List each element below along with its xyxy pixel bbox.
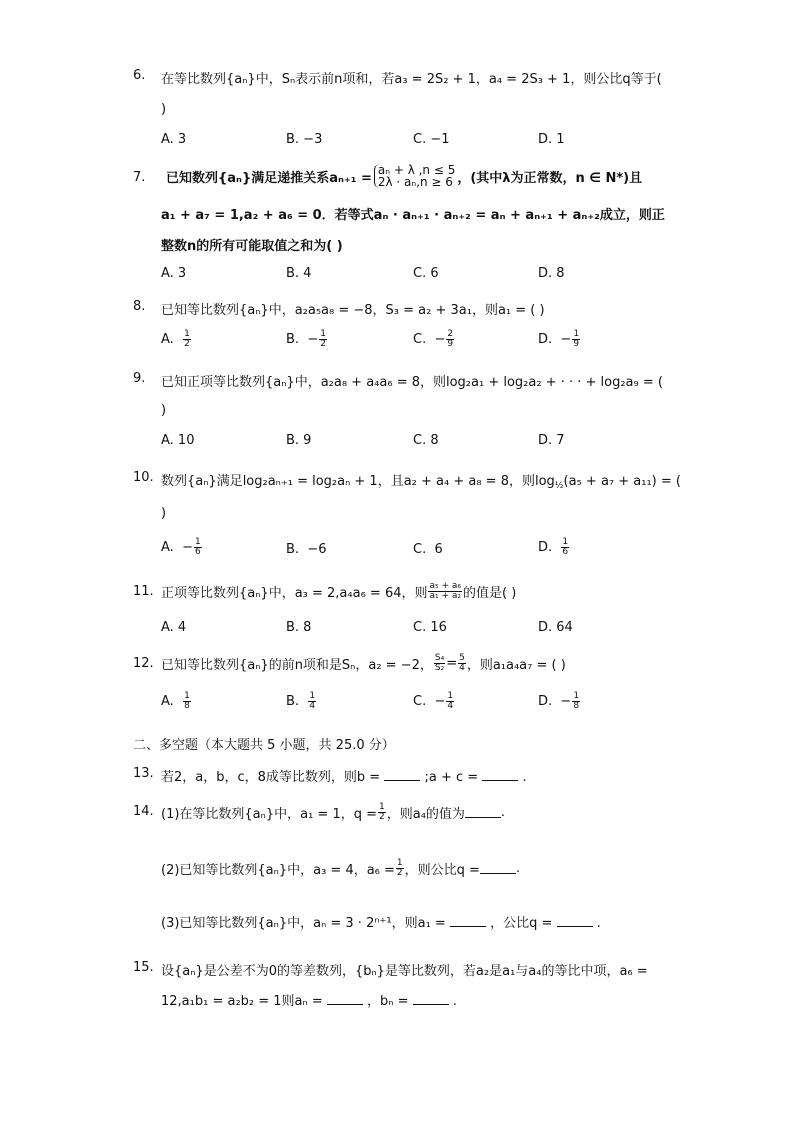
question-9-number: 9.	[133, 371, 146, 386]
question-7-case-2: 2λ · aₙ,n ≥ 6	[377, 175, 453, 189]
question-7-stem	[166, 160, 642, 192]
denominator: 8	[573, 701, 580, 711]
option-prefix: A.	[161, 540, 174, 555]
question-14-part-2	[161, 853, 520, 883]
question-7-option-b: B. 4	[286, 266, 312, 281]
answer-blank[interactable]	[450, 916, 486, 927]
question-14-part-2-fraction	[396, 859, 404, 878]
option-prefix: B.	[286, 542, 300, 557]
option-fraction	[572, 330, 580, 349]
question-13-number: 13.	[133, 766, 154, 781]
question-12-number: 12.	[133, 656, 154, 671]
question-7-stem-line2: a₁ + a₇ = 1,a₂ + a₆ = 0．若等式aₙ · aₙ₊₁ · aₙ₊₂ = aₙ + aₙ₊₁ + aₙ₊₂成立，则正	[161, 208, 665, 223]
numerator: 1	[379, 801, 385, 812]
question-14-part-2-post: ，则公比q =	[404, 862, 480, 878]
question-15-stem-end: .	[452, 994, 457, 1009]
question-9-option-b: B. 9	[286, 433, 312, 448]
question-9-stem: 已知正项等比数列{aₙ}中，a₂a₈ + a₄a₆ = 8，则log₂a₁ + log₂a₂ + · · · + log₂a₉ = (	[161, 375, 663, 390]
answer-blank[interactable]	[465, 807, 501, 818]
question-6-option-b: B. −3	[286, 132, 323, 147]
question-13-stem-pre: 若2，a，b，c，8成等比数列，则b =	[161, 770, 381, 785]
option-fraction	[194, 538, 202, 557]
question-12-fraction-2	[458, 654, 466, 673]
numerator: 1	[184, 329, 190, 339]
numerator: 1	[573, 691, 580, 701]
question-7-option-a: A. 3	[161, 266, 187, 281]
question-11-option-b: B. 8	[286, 620, 312, 635]
numerator: 5	[459, 652, 465, 663]
question-15-stem: 设{aₙ}是公差不为0的等差数列，{bₙ}是等比数列，若a₂是a₁与a₄的等比中项，a₆ =	[161, 964, 648, 979]
numerator: 1	[320, 329, 326, 339]
question-10-option-b	[286, 542, 327, 557]
denominator: 6	[194, 547, 201, 557]
numerator: 1	[573, 329, 580, 339]
question-7-stem-pre: 已知数列{aₙ}满足递推关系aₙ₊₁ =	[166, 170, 372, 186]
question-12-equals: =	[446, 655, 458, 671]
question-8-number: 8.	[133, 299, 146, 314]
question-10-stem-end: )	[161, 506, 167, 521]
section-heading: 二、多空题（本大题共 5 小题，共 25.0 分）	[133, 738, 395, 753]
question-7-case-1: aₙ + λ ,n ≤ 5	[377, 163, 456, 177]
question-7-piecewise	[374, 164, 455, 188]
question-8-option-a	[161, 330, 192, 349]
option-fraction	[308, 692, 316, 711]
question-14-part-2-pre: (2)已知等比数列{aₙ}中，a₃ = 4，a₆ =	[161, 862, 395, 878]
option-fraction	[572, 692, 580, 711]
denominator: 4	[459, 662, 465, 673]
question-10-option-c	[413, 542, 443, 557]
answer-blank[interactable]	[480, 863, 516, 874]
question-6-stem-end: )	[161, 102, 167, 117]
question-14-part-1-post: ，则a₄的值为	[386, 806, 465, 822]
question-6-number: 6.	[133, 68, 146, 83]
log-base: ½	[554, 481, 564, 491]
question-14-part-3	[161, 912, 601, 931]
option-sign: −	[434, 694, 446, 709]
question-10-option-d	[538, 538, 570, 557]
question-6-option-c: C. −1	[413, 132, 450, 147]
question-7-stem-line3: 整数n的所有可能取值之和为( )	[161, 239, 343, 254]
option-prefix: A.	[161, 694, 174, 709]
question-14-part-1-fraction	[378, 803, 386, 822]
answer-blank[interactable]	[413, 994, 449, 1005]
question-9-option-c: C. 8	[413, 433, 439, 448]
denominator: 2	[320, 339, 326, 349]
option-prefix: C.	[413, 542, 427, 557]
question-11-number: 11.	[133, 584, 154, 599]
question-14-part-3-pre: (3)已知等比数列{aₙ}中，aₙ = 3 · 2ⁿ⁺¹，则a₁ =	[161, 916, 446, 931]
question-11-stem-post: 的值是( )	[463, 585, 517, 601]
question-10-option-a	[161, 538, 203, 557]
numerator: 1	[184, 691, 190, 701]
question-14-part-1-end: .	[500, 804, 506, 820]
question-11-option-d: D. 64	[538, 620, 573, 635]
answer-blank[interactable]	[384, 770, 420, 781]
option-prefix: A.	[161, 332, 174, 347]
question-15-stem-pre: 12,a₁b₁ = a₂b₂ = 1则aₙ =	[161, 994, 323, 1009]
question-12-stem-post: ，则a₁a₄a₇ = ( )	[466, 657, 566, 673]
question-14-part-1	[161, 797, 505, 827]
question-7-option-d: D. 8	[538, 266, 565, 281]
question-9-option-d: D. 7	[538, 433, 565, 448]
option-value: −6	[307, 542, 327, 557]
answer-blank[interactable]	[557, 916, 593, 927]
question-15-number: 15.	[133, 960, 154, 975]
denominator: 2	[379, 811, 385, 822]
denominator: S₂	[434, 662, 445, 673]
question-14-part-3-end: .	[596, 916, 601, 931]
question-14-part-2-end: .	[515, 860, 521, 876]
denominator: a₁ + a₂	[429, 590, 461, 601]
question-10-stem-post: (a₅ + a₇ + a₁₁) = (	[563, 474, 681, 489]
question-12-stem	[161, 648, 566, 678]
question-10-number: 10.	[133, 470, 154, 485]
answer-blank[interactable]	[327, 994, 363, 1005]
denominator: 4	[309, 701, 316, 711]
denominator: 4	[447, 701, 454, 711]
numerator: a₅ + a₆	[429, 580, 461, 591]
option-prefix: B.	[286, 694, 300, 709]
option-fraction	[319, 330, 327, 349]
question-12-option-c	[413, 692, 455, 711]
option-prefix: D.	[538, 540, 553, 555]
question-8-stem: 已知等比数列{aₙ}中，a₂a₅a₈ = −8，S₃ = a₂ + 3a₁，则a₁ = ( )	[161, 303, 545, 318]
numerator: 2	[447, 329, 454, 339]
question-13-stem	[161, 766, 527, 785]
question-12-option-b	[286, 692, 317, 711]
question-8-option-c	[413, 330, 455, 349]
question-6-option-a: A. 3	[161, 132, 187, 147]
question-9-option-a: A. 10	[161, 433, 195, 448]
option-sign: −	[307, 332, 319, 347]
question-13-stem-mid: ;a + c =	[424, 770, 479, 785]
denominator: 6	[562, 547, 569, 557]
numerator: 1	[309, 691, 316, 701]
numerator: 1	[447, 691, 454, 701]
option-prefix: B.	[286, 332, 300, 347]
denominator: 9	[447, 339, 454, 349]
option-fraction	[446, 330, 454, 349]
numerator: S₄	[434, 652, 445, 663]
question-6-option-d: D. 1	[538, 132, 565, 147]
question-8-option-b	[286, 330, 328, 349]
question-15-stem-mid: ，bₙ =	[367, 994, 409, 1009]
answer-blank[interactable]	[482, 770, 518, 781]
option-prefix: C.	[413, 332, 427, 347]
denominator: 9	[573, 339, 580, 349]
question-11-fraction	[428, 582, 462, 601]
numerator: 1	[194, 537, 201, 547]
option-fraction	[561, 538, 569, 557]
question-6-stem: 在等比数列{aₙ}中，Sₙ表示前n项和，若a₃ = 2S₂ + 1，a₄ = 2S₃ + 1，则公比q等于(	[161, 72, 662, 87]
question-12-stem-pre: 已知等比数列{aₙ}的前n项和是Sₙ，a₂ = −2，	[161, 657, 433, 673]
option-fraction	[183, 330, 191, 349]
question-12-option-a	[161, 692, 192, 711]
denominator: 8	[184, 701, 190, 711]
question-15-stem-line2	[161, 990, 457, 1009]
option-prefix: D.	[538, 332, 553, 347]
question-12-option-d	[538, 692, 581, 711]
option-fraction	[446, 692, 454, 711]
option-sign: −	[182, 540, 193, 555]
denominator: 2	[396, 867, 403, 878]
question-12-fraction-1	[434, 654, 445, 673]
denominator: 2	[184, 339, 190, 349]
numerator: 1	[396, 857, 403, 868]
question-9-stem-end: )	[161, 403, 167, 418]
option-prefix: C.	[413, 694, 427, 709]
option-prefix: D.	[538, 694, 553, 709]
question-7-stem-post: ，(其中λ为正常数，n ∈ N*)且	[457, 170, 643, 186]
question-10-stem	[161, 470, 681, 491]
question-14-part-3-mid: ，公比q =	[490, 916, 553, 931]
question-10-stem-pre: 数列{aₙ}满足log₂aₙ₊₁ = log₂aₙ + 1，且a₂ + a₄ + a₈ = 8，则log	[161, 474, 555, 489]
option-sign: −	[560, 332, 572, 347]
question-14-number: 14.	[133, 804, 154, 819]
numerator: 1	[562, 537, 569, 547]
question-14-part-1-pre: (1)在等比数列{aₙ}中，a₁ = 1，q =	[161, 806, 377, 822]
question-11-stem-pre: 正项等比数列{aₙ}中，a₃ = 2,a₄a₆ = 64，则	[161, 585, 428, 601]
question-11-option-c: C. 16	[413, 620, 447, 635]
option-sign: −	[560, 694, 572, 709]
option-fraction	[183, 692, 191, 711]
option-sign: −	[434, 332, 446, 347]
question-11-stem	[161, 576, 516, 606]
question-13-stem-end: .	[522, 770, 527, 785]
question-7-number: 7.	[133, 170, 146, 185]
question-8-option-d	[538, 330, 581, 349]
option-value: 6	[434, 542, 443, 557]
question-7-option-c: C. 6	[413, 266, 439, 281]
question-11-option-a: A. 4	[161, 620, 187, 635]
